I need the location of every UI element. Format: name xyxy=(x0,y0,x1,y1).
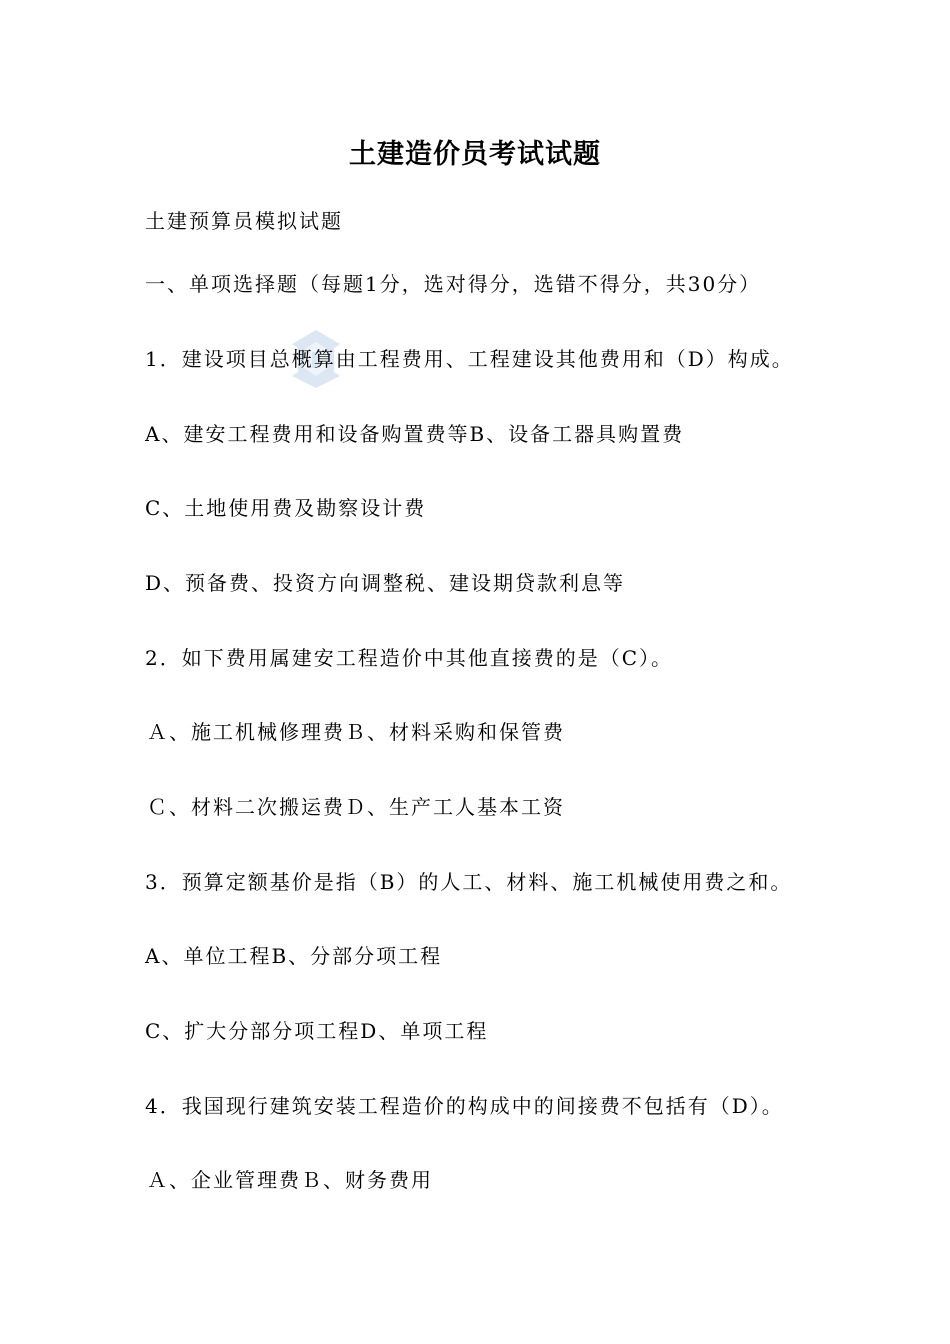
question-3: 3．预算定额基价是指（B）的人工、材料、施工机械使用费之和。 xyxy=(145,870,793,894)
question-1-option-d: D、预备费、投资方向调整税、建设期贷款利息等 xyxy=(145,571,626,595)
question-3-options-cd: C、扩大分部分项工程D、单项工程 xyxy=(145,1019,489,1043)
page-title: 土建造价员考试试题 xyxy=(349,139,601,170)
question-1-options-ab: A、建安工程费用和设备购置费等B、设备工器具购置费 xyxy=(145,422,685,446)
question-4-options-ab: Ａ、企业管理费Ｂ、财务费用 xyxy=(147,1168,433,1192)
question-4: 4．我国现行建筑安装工程造价的构成中的间接费不包括有（D）。 xyxy=(145,1094,784,1118)
section-heading: 一、单项选择题（每题1分，选对得分，选错不得分，共30分） xyxy=(145,272,762,296)
question-2-options-cd: Ｃ、材料二次搬运费Ｄ、生产工人基本工资 xyxy=(147,795,565,819)
question-2: 2．如下费用属建安工程造价中其他直接费的是（C）。 xyxy=(145,646,674,670)
question-1: 1．建设项目总概算由工程费用、工程建设其他费用和（D）构成。 xyxy=(145,347,794,371)
question-1-option-c: C、土地使用费及勘察设计费 xyxy=(145,496,427,520)
question-3-options-ab: A、单位工程B、分部分项工程 xyxy=(145,944,443,968)
question-2-options-ab: Ａ、施工机械修理费Ｂ、材料采购和保管费 xyxy=(147,720,565,744)
subtitle: 土建预算员模拟试题 xyxy=(145,209,343,233)
